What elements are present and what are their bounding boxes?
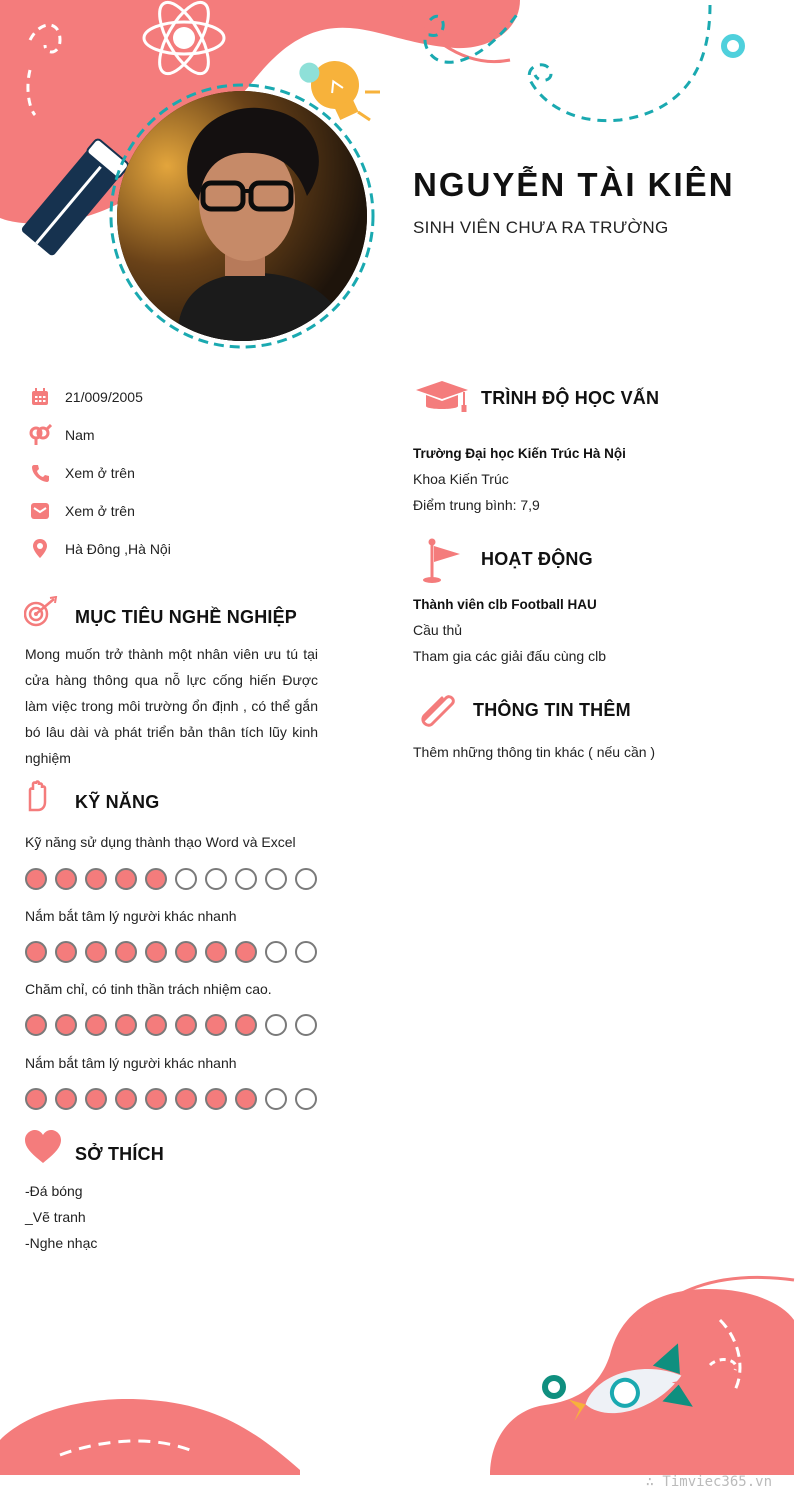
rating-dot-filled (25, 1014, 47, 1036)
rating-dot-filled (205, 941, 227, 963)
skill-label: Chăm chỉ, có tinh thần trách nhiệm cao. (25, 981, 272, 997)
contact-item-email (28, 499, 135, 523)
rating-dot-filled (25, 868, 47, 890)
rating-dot-empty (265, 1014, 287, 1036)
extra-title: THÔNG TIN THÊM (473, 700, 631, 720)
rating-dot-empty (205, 868, 227, 890)
contact-item-address (28, 537, 171, 561)
target-icon (24, 596, 58, 628)
rating-dot-filled (25, 941, 47, 963)
rating-dot-filled (145, 868, 167, 890)
objective-text: Mong muốn trở thành một nhân viên ưu tú tại cửa hàng thông qua nỗ lực cống hiến Được làm việc trong môi trường ổn định , có thể gắn bó lâu dài và phát triển bản thân tích lũy kinh nghiệm (25, 646, 318, 766)
skill-label: Kỹ năng sử dụng thành thạo Word và Excel (25, 834, 296, 850)
candidate-name: NGUYỄN TÀI KIÊN (413, 166, 735, 203)
avatar-frame (108, 82, 376, 350)
email-text: Xem ở trên (65, 503, 135, 519)
contact-item-phone (28, 461, 135, 485)
ring-icon (545, 1378, 563, 1396)
ring-icon (724, 37, 742, 55)
location-pin-icon (28, 537, 52, 561)
skill-rating (25, 868, 317, 890)
extra-text: Thêm những thông tin khác ( nếu cần ) (413, 744, 656, 760)
contact-item-birthday (28, 385, 143, 409)
rating-dot-filled (85, 1088, 107, 1110)
hobby-item: _Vẽ tranh (25, 1209, 86, 1225)
faculty-name: Khoa Kiến Trúc (413, 471, 509, 487)
rating-dot-filled (85, 941, 107, 963)
skill-rating (25, 1088, 317, 1110)
rating-dot-filled (85, 868, 107, 890)
rating-dot-filled (25, 1088, 47, 1110)
gpa-text: Điểm trung bình: 7,9 (413, 497, 540, 513)
rating-dot-filled (55, 868, 77, 890)
rating-dot-empty (295, 1014, 317, 1036)
school-name: Trường Đại học Kiến Trúc Hà Nội (413, 446, 626, 461)
skill-label: Nắm bắt tâm lý người khác nhanh (25, 1055, 237, 1071)
activity-desc: Tham gia các giải đấu cùng clb (413, 648, 606, 664)
rating-dot-filled (55, 1088, 77, 1110)
rating-dot-empty (295, 941, 317, 963)
hobby-item: -Đá bóng (25, 1183, 83, 1199)
calendar-icon (28, 385, 52, 409)
avatar (117, 91, 367, 341)
paperclip-icon (416, 688, 460, 732)
rating-dot-filled (145, 1014, 167, 1036)
rating-dot-filled (115, 1088, 137, 1110)
rating-dot-filled (205, 1088, 227, 1110)
rating-dot-filled (175, 1088, 197, 1110)
rating-dot-empty (265, 941, 287, 963)
birthday-text: 21/009/2005 (65, 389, 143, 405)
skill-rating (25, 1014, 317, 1036)
rating-dot-filled (115, 1014, 137, 1036)
skill-label: Nắm bắt tâm lý người khác nhanh (25, 908, 237, 924)
rating-dot-filled (55, 1014, 77, 1036)
contact-item-gender (28, 423, 95, 447)
gender-text: Nam (65, 427, 95, 443)
graduation-cap-icon (414, 380, 470, 414)
rating-dot-filled (235, 1088, 257, 1110)
address-text: Hà Đông ,Hà Nội (65, 541, 171, 557)
activity-position: Cầu thủ (413, 622, 463, 638)
education-title: TRÌNH ĐỘ HỌC VẤN (481, 388, 660, 408)
rating-dot-filled (145, 941, 167, 963)
rating-dot-empty (235, 868, 257, 890)
rating-dot-filled (235, 1014, 257, 1036)
rating-dot-filled (175, 1014, 197, 1036)
mail-icon (28, 499, 52, 523)
activities-title: HOẠT ĐỘNG (481, 549, 593, 569)
rating-dot-filled (55, 941, 77, 963)
phone-icon (28, 461, 52, 485)
rating-dot-filled (115, 941, 137, 963)
hand-icon (25, 780, 49, 812)
watermark: ∴ Timviec365.vn (645, 1474, 772, 1490)
rating-dot-filled (205, 1014, 227, 1036)
rating-dot-filled (235, 941, 257, 963)
rating-dot-filled (85, 1014, 107, 1036)
rating-dot-empty (265, 868, 287, 890)
skills-title: KỸ NĂNG (75, 792, 160, 812)
rating-dot-empty (295, 868, 317, 890)
rating-dot-empty (295, 1088, 317, 1110)
rating-dot-filled (115, 868, 137, 890)
footer-decoration (0, 1260, 800, 1497)
heart-icon (24, 1130, 62, 1164)
phone-text: Xem ở trên (65, 465, 135, 481)
rating-dot-empty (265, 1088, 287, 1110)
objective-title: MỤC TIÊU NGHỀ NGHIỆP (75, 607, 298, 627)
gender-icon (28, 423, 52, 447)
candidate-role: SINH VIÊN CHƯA RA TRƯỜNG (413, 218, 669, 237)
hobby-item: -Nghe nhạc (25, 1235, 98, 1251)
rating-dot-filled (145, 1088, 167, 1110)
flag-icon (420, 538, 464, 584)
skill-rating (25, 941, 317, 963)
activity-org: Thành viên clb Football HAU (413, 597, 597, 612)
rating-dot-empty (175, 868, 197, 890)
hobbies-title: SỞ THÍCH (75, 1144, 164, 1164)
rating-dot-filled (175, 941, 197, 963)
